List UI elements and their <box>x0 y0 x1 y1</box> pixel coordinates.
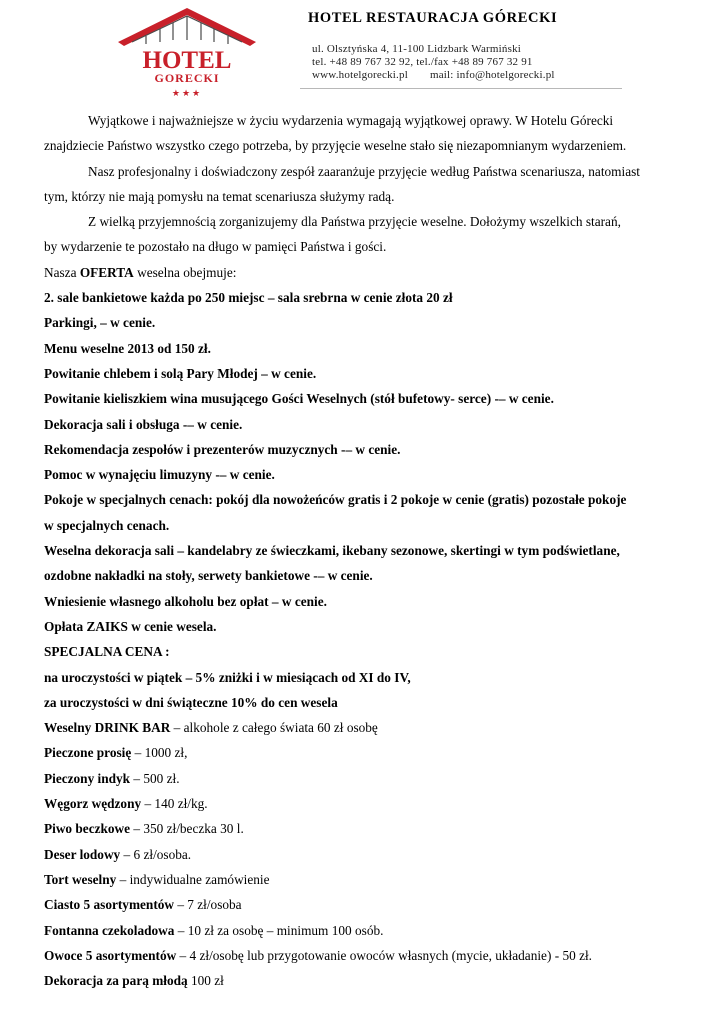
offer-line: Weselna dekoracja sali – kandelabry ze świeczkami, ikebany sezonowe, skertingi w tym podświetlane, <box>44 543 620 559</box>
offer-line: Rekomendacja zespołów i prezenterów muzycznych -– w cenie. <box>44 441 401 457</box>
price-item: Węgorz wędzony – 140 zł/kg. <box>44 796 208 812</box>
intro-paragraph-2-line-1: Nasz profesjonalny i doświadczony zespół zaaranżuje przyjęcie według Państwa scenariusza, natomiast <box>88 163 640 179</box>
hotel-logo <box>112 6 262 102</box>
hotel-phone: tel. +48 89 767 32 92, tel./fax +48 89 767 32 91 <box>312 56 533 68</box>
logo-subtext: GORECKI <box>154 71 220 85</box>
offer-line: Opłata ZAIKS w cenie wesela. <box>44 618 217 634</box>
intro-paragraph-3-line-2: by wydarzenie te pozostało na długo w pamięci Państwa i gości. <box>44 239 387 255</box>
intro-paragraph-1-line-1: Wyjątkowe i najważniejsze w życiu wydarzenia wymagają wyjątkowej oprawy. W Hotelu Górecki <box>88 113 614 128</box>
price-item: Owoce 5 asortymentów – 4 zł/osobę lub przygotowanie owoców własnych (mycie, układanie) - 50 zł. <box>44 947 592 963</box>
offer-line: Dekoracja sali i obsługa -– w cenie. <box>44 416 243 432</box>
price-item: Weselny DRINK BAR – alkohole z całego świata 60 zł osobę <box>44 720 378 736</box>
offer-line: na uroczystości w piątek – 5% zniżki i w miesiącach od XI do IV, <box>44 669 411 685</box>
header-divider <box>300 88 622 89</box>
offer-line: Menu weselne 2013 od 150 zł. <box>44 340 211 356</box>
hotel-contact-line <box>312 69 555 81</box>
offer-line: w specjalnych cenach. <box>44 517 170 533</box>
offer-line: Powitanie kieliszkiem wina musującego Gości Weselnych (stół bufetowy- serce) -– w cenie. <box>44 391 554 407</box>
offer-line: Pokoje w specjalnych cenach: pokój dla nowożeńców gratis i 2 pokoje w cenie (gratis) pozostałe pokoje <box>44 492 627 508</box>
offer-line: za uroczystości w dni świąteczne 10% do cen wesela <box>44 694 338 710</box>
price-item: Piwo beczkowe – 350 zł/beczka 30 l. <box>44 821 244 837</box>
email-link[interactable]: mail: info@hotelgorecki.pl <box>429 69 555 81</box>
special-price-heading: SPECJALNA CENA : <box>44 644 170 660</box>
intro-paragraph-1-line-2: znajdziecie Państwo wszystko czego potrzeba, by przyjęcie weselne stało się niezapomnianym wydarzeniem. <box>44 138 627 154</box>
offer-line: Powitanie chlebem i solą Pary Młodej – w cenie. <box>44 365 317 381</box>
hotel-title: HOTEL RESTAURACJA GÓRECKI <box>308 10 558 26</box>
offer-line: Pomoc w wynajęciu limuzyny -– w cenie. <box>44 467 275 483</box>
price-item: Pieczony indyk – 500 zł. <box>44 770 180 786</box>
document-body <box>44 108 684 993</box>
offer-heading: Nasza OFERTA weselna obejmuje: <box>44 264 237 280</box>
price-item: Dekoracja za parą młodą 100 zł <box>44 973 224 989</box>
intro-paragraph-3-line-1: Z wielką przyjemnością zorganizujemy dla Państwa przyjęcie weselne. Dołożymy wszelkich starań, <box>88 214 621 230</box>
logo-stars: ★★★ <box>171 89 203 99</box>
logo-text: HOTEL <box>142 47 232 74</box>
offer-line: Parkingi, – w cenie. <box>44 315 156 331</box>
offer-line: 2. sale bankietowe każda po 250 miejsc – sala srebrna w cenie złota 20 zł <box>44 290 453 306</box>
price-item: Pieczone prosię – 1000 zł, <box>44 745 188 761</box>
intro-paragraph-2-line-2: tym, którzy nie mają pomysłu na temat scenariusza służymy radą. <box>44 188 395 204</box>
price-item: Ciasto 5 asortymentów – 7 zł/osoba <box>44 897 242 913</box>
offer-line: Wniesienie własnego alkoholu bez opłat – w cenie. <box>44 593 327 609</box>
hotel-address: ul. Olsztyńska 4, 11-100 Lidzbark Warmiński <box>312 43 522 55</box>
offer-line: ozdobne nakładki na stoły, serwety bankietowe -– w cenie. <box>44 568 373 584</box>
price-item: Tort weselny – indywidualne zamówienie <box>44 871 270 887</box>
website-link[interactable]: www.hotelgorecki.pl <box>312 69 408 81</box>
price-item: Fontanna czekoladowa – 10 zł za osobę – minimum 100 osób. <box>44 922 384 938</box>
price-item: Deser lodowy – 6 zł/osoba. <box>44 846 192 862</box>
